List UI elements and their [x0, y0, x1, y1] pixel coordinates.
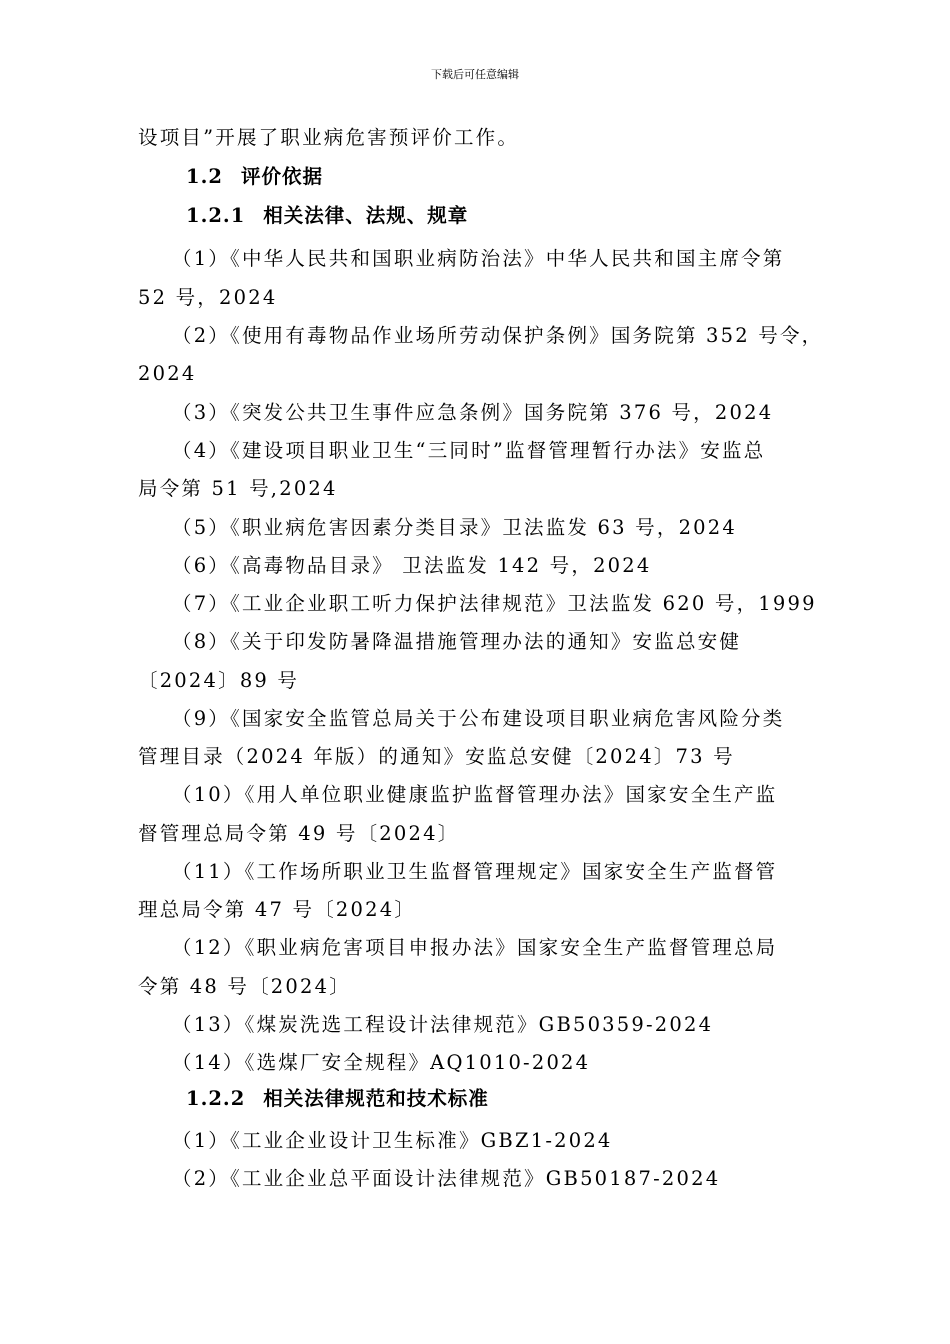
section-title: 评价依据: [240, 165, 323, 188]
law-item-2: （2）《使用有毒物品作业场所劳动保护条例》国务院第 352 号令，: [172, 324, 824, 347]
law-item-4-cont: 局令第 51 号,2024: [138, 477, 338, 500]
law-item-4: （4）《建设项目职业卫生“三同时”监督管理暂行办法》安监总: [172, 439, 766, 462]
section-number: 1.2.2: [186, 1087, 246, 1110]
law-item-6: （6）《高毒物品目录》 卫法监发 142 号，2024: [172, 554, 652, 577]
section-1-2-heading: [186, 164, 323, 190]
law-item-10-cont: 督管理总局令第 49 号〔2024〕: [138, 822, 460, 845]
law-item-14: （14）《选煤厂安全规程》AQ1010-2024: [172, 1051, 591, 1074]
section-number: 1.2.1: [186, 204, 246, 227]
law-item-10: （10）《用人单位职业健康监护监督管理办法》国家安全生产监: [172, 783, 778, 806]
law-item-9-cont: 管理目录（2024 年版）的通知》安监总安健〔2024〕73 号: [138, 745, 735, 768]
law-item-3: （3）《突发公共卫生事件应急条例》国务院第 376 号，2024: [172, 401, 774, 424]
section-title: 相关法律规范和技术标准: [263, 1087, 489, 1110]
section-1-2-1-heading: [186, 203, 468, 229]
law-item-12: （12）《职业病危害项目申报办法》国家安全生产监督管理总局: [172, 936, 778, 959]
law-item-2-cont: 2024: [138, 362, 197, 385]
law-item-1-cont: 52 号，2024: [138, 286, 278, 309]
law-item-11-cont: 理总局令第 47 号〔2024〕: [138, 898, 417, 921]
law-item-12-cont: 令第 48 号〔2024〕: [138, 975, 351, 998]
standard-item-1: （1）《工业企业设计卫生标准》GBZ1-2024: [172, 1129, 613, 1152]
law-item-13: （13）《煤炭洗选工程设计法律规范》GB50359-2024: [172, 1013, 714, 1036]
intro-line: 设项目”开展了职业病危害预评价工作。: [138, 126, 520, 149]
law-item-8: （8）《关于印发防暑降温措施管理办法的通知》安监总安健: [172, 630, 742, 653]
page-header: 下载后可任意编辑: [431, 68, 519, 81]
law-item-5: （5）《职业病危害因素分类目录》卫法监发 63 号，2024: [172, 516, 737, 539]
section-title: 相关法律、法规、规章: [263, 204, 469, 227]
section-1-2-2-heading: [186, 1086, 489, 1112]
law-item-7: （7）《工业企业职工听力保护法律规范》卫法监发 620 号，1999: [172, 592, 817, 615]
law-item-8-cont: 〔2024〕89 号: [138, 669, 300, 692]
law-item-11: （11）《工作场所职业卫生监督管理规定》国家安全生产监督管: [172, 860, 778, 883]
standard-item-2: （2）《工业企业总平面设计法律规范》GB50187-2024: [172, 1167, 721, 1190]
law-item-1: （1）《中华人民共和国职业病防治法》中华人民共和国主席令第: [172, 247, 785, 270]
law-item-9: （9）《国家安全监管总局关于公布建设项目职业病危害风险分类: [172, 707, 785, 730]
section-number: 1.2: [186, 165, 223, 188]
